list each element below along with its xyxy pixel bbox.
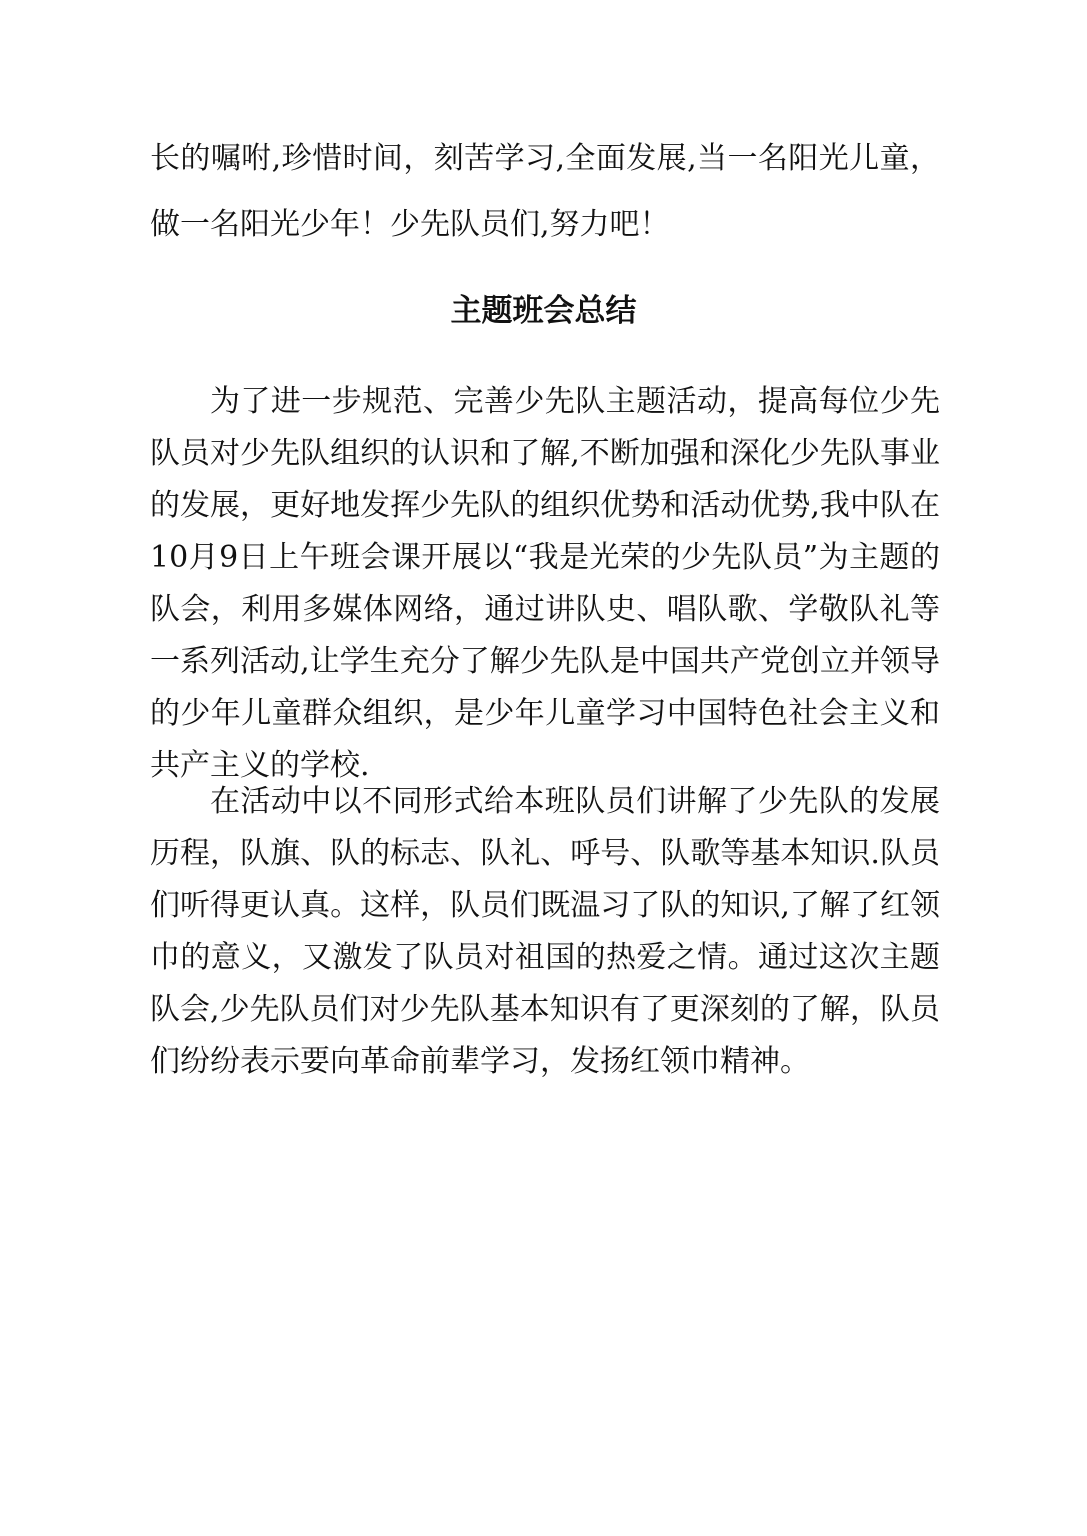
continuation-paragraph: 长的嘱咐,珍惜时间，刻苦学习,全面发展,当一名阳光儿童，做一名阳光少年！少先队员们,努力吧！ <box>150 141 940 242</box>
body-paragraph-1: 为了进一步规范、完善少先队主题活动，提高每位少先队员对少先队组织的认识和了解,不断加强和深化少先队事业的发展，更好地发挥少先队的组织优势和活动优势,我中队在10月9日上午班会课开展以“我是光荣的少先队员”为主题的队会，利用多媒体网络，通过讲队史、唱队歌、学敬队礼等一系列活动,让学生充分了解少先队是中国共产党创立并领导的少年儿童群众组织，是少年儿童学习中国特色社会主义和共产主义的学校. <box>150 384 940 783</box>
body-paragraph-2: 在活动中以不同形式给本班队员们讲解了少先队的发展历程，队旗、队的标志、队礼、呼号、队歌等基本知识.队员们听得更认真。这样，队员们既温习了队的知识,了解了红领巾的意义，又激发了队员对祖国的热爱之情。通过这次主题队会,少先队员们对少先队基本知识有了更深刻的了解，队员们纷纷表示要向革命前辈学习，发扬红领巾精神。 <box>150 784 940 1079</box>
document-title: 主题班会总结 <box>450 293 637 329</box>
